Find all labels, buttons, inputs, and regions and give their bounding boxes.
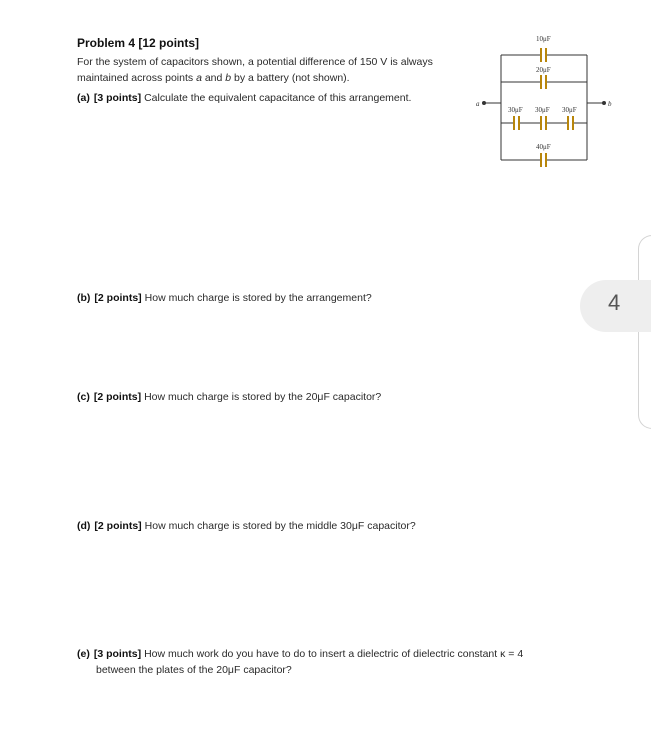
side-panel-edge	[638, 235, 651, 429]
node-a-label: a	[476, 100, 480, 108]
question-e: (e) [3 points] How much work do you have to do to insert a dielectric of dielectric constant κ = 4 between the plates of the 20μF capacitor?	[77, 648, 524, 676]
node-a-terminal	[482, 101, 486, 105]
intro-line-2: maintained across points a and b by a battery (not shown).	[77, 72, 350, 84]
question-a: (a) [3 points] Calculate the equivalent capacitance of this arrangement.	[77, 92, 412, 104]
point-b-label: b	[225, 72, 232, 84]
question-b: (b) [2 points] How much charge is stored by the arrangement?	[77, 292, 372, 304]
problem-title: Problem 4 [12 points]	[77, 36, 200, 50]
intro-line-1: For the system of capacitors shown, a potential difference of 150 V is always	[77, 56, 433, 68]
cap-label-20uF: 20μF	[536, 66, 551, 74]
cap-label-30uF-right: 30μF	[562, 106, 577, 114]
cap-label-10uF: 10μF	[536, 35, 551, 43]
node-b-terminal	[602, 101, 606, 105]
cap-label-30uF-middle: 30μF	[535, 106, 550, 114]
problem-intro	[77, 54, 433, 86]
question-d: (d) [2 points] How much charge is stored by the middle 30μF capacitor?	[77, 520, 416, 532]
node-b-label: b	[608, 100, 612, 108]
page-number: 4	[608, 290, 621, 315]
question-c: (c) [2 points] How much charge is stored by the 20μF capacitor?	[77, 391, 382, 403]
cap-label-40uF: 40μF	[536, 143, 551, 151]
capacitor-circuit-diagram	[470, 30, 630, 175]
cap-label-30uF-left: 30μF	[508, 106, 523, 114]
point-a-label: a	[196, 72, 202, 84]
